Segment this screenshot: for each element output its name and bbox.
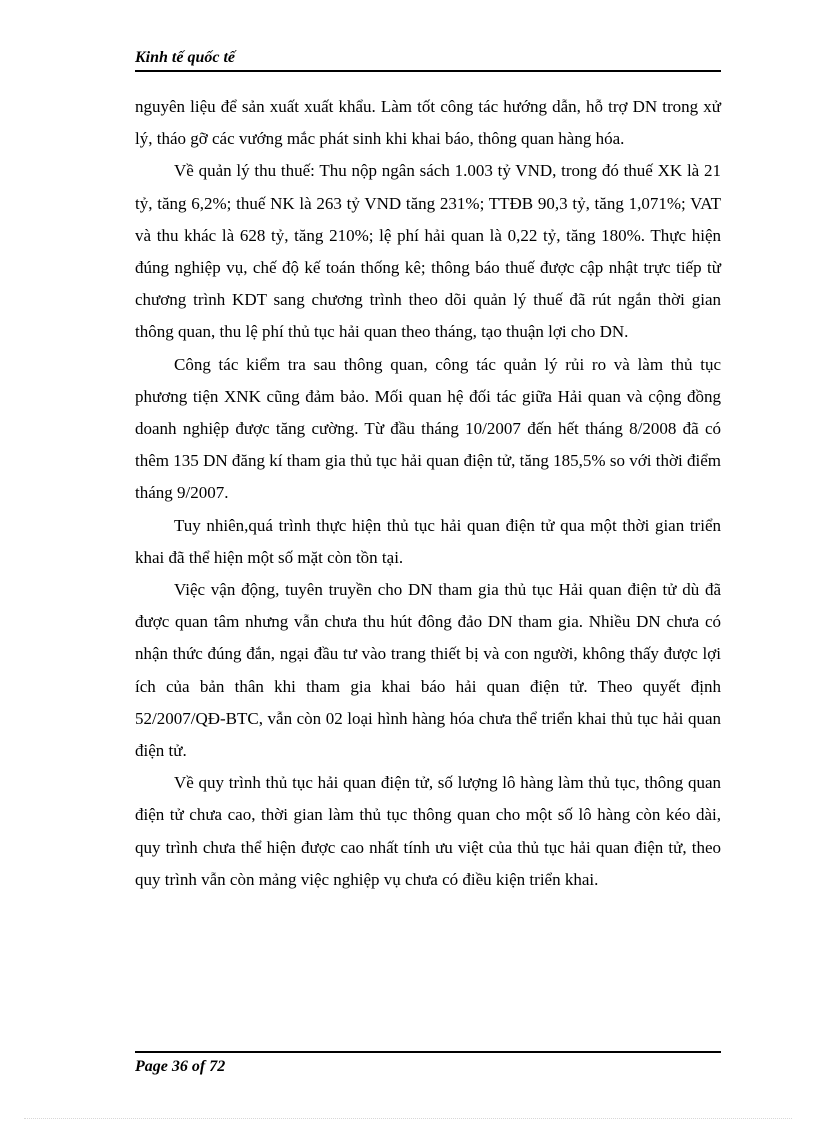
page-footer	[135, 1051, 721, 1075]
paragraph-limitations-intro: Tuy nhiên,quá trình thực hiện thủ tục hải quan điện tử qua một thời gian triển khai đã thể hiện một số mặt còn tồn tại.	[135, 515, 721, 567]
document-body	[135, 91, 721, 896]
page-number: Page 36 of 72	[135, 1058, 226, 1075]
paragraph-tax-collection: Về quản lý thu thuế: Thu nộp ngân sách 1.003 tỷ VND, trong đó thuế XK là 21 tỷ, tăng 6,2%; thuế NK là 263 tỷ VND tăng 231%; TTĐB 90,3 tỷ, tăng 1,071%; VAT và thu khác là 628 tỷ, tăng 210%; lệ phí hải quan là 0,22 tỷ, tăng 180%. Thực hiện đúng nghiệp vụ, chế độ kế toán thống kê; thông báo thuế được cập nhật trực tiếp từ chương trình KDT sang chương trình theo dõi quản lý thuế đã rút ngắn thời gian thông quan, thu lệ phí thủ tục hải quan theo tháng, tạo thuận lợi cho DN.	[135, 161, 721, 342]
paragraph-outreach: Việc vận động, tuyên truyền cho DN tham gia thủ tục Hải quan điện tử dù đã được quan tâm nhưng vẫn chưa thu hút đông đảo DN tham gia. Nhiều DN chưa có nhận thức đúng đắn, ngại đầu tư vào trang thiết bị và con người, không thấy được lợi ích của bản thân khi tham gia khai báo hải quan điện tử. Theo quyết định 52/2007/QĐ-BTC, vẫn còn 02 loại hình hàng hóa chưa thể triển khai thủ tục hải quan điện tử.	[135, 580, 721, 761]
paragraph-post-clearance: Công tác kiểm tra sau thông quan, công tác quản lý rủi ro và làm thủ tục phương tiện XNK cũng đảm bảo. Mối quan hệ đối tác giữa Hải quan và cộng đồng doanh nghiệp được tăng cường. Từ đầu tháng 10/2007 đến hết tháng 8/2008 đã có thêm 135 DN đăng kí tham gia thủ tục hải quan điện tử, tăng 185,5% so với thời điểm tháng 9/2007.	[135, 354, 721, 503]
page-header	[135, 48, 721, 72]
paragraph-procedure: Về quy trình thủ tục hải quan điện tử, số lượng lô hàng làm thủ tục, thông quan điện tử chưa cao, thời gian làm thủ tục thông quan cho một số lô hàng còn kéo dài, quy trình chưa thể hiện được cao nhất tính ưu việt của thủ tục hải quan điện tử, theo quy trình vẫn còn mảng việc nghiệp vụ chưa có điều kiện triển khai.	[135, 773, 721, 889]
header-title: Kinh tế quốc tế	[135, 49, 236, 66]
page-edge-divider	[24, 1118, 792, 1119]
paragraph-continuation: nguyên liệu để sản xuất xuất khẩu. Làm tốt công tác hướng dẫn, hỗ trợ DN trong xử lý, tháo gỡ các vướng mắc phát sinh khi khai báo, thông quan hàng hóa.	[135, 97, 721, 149]
